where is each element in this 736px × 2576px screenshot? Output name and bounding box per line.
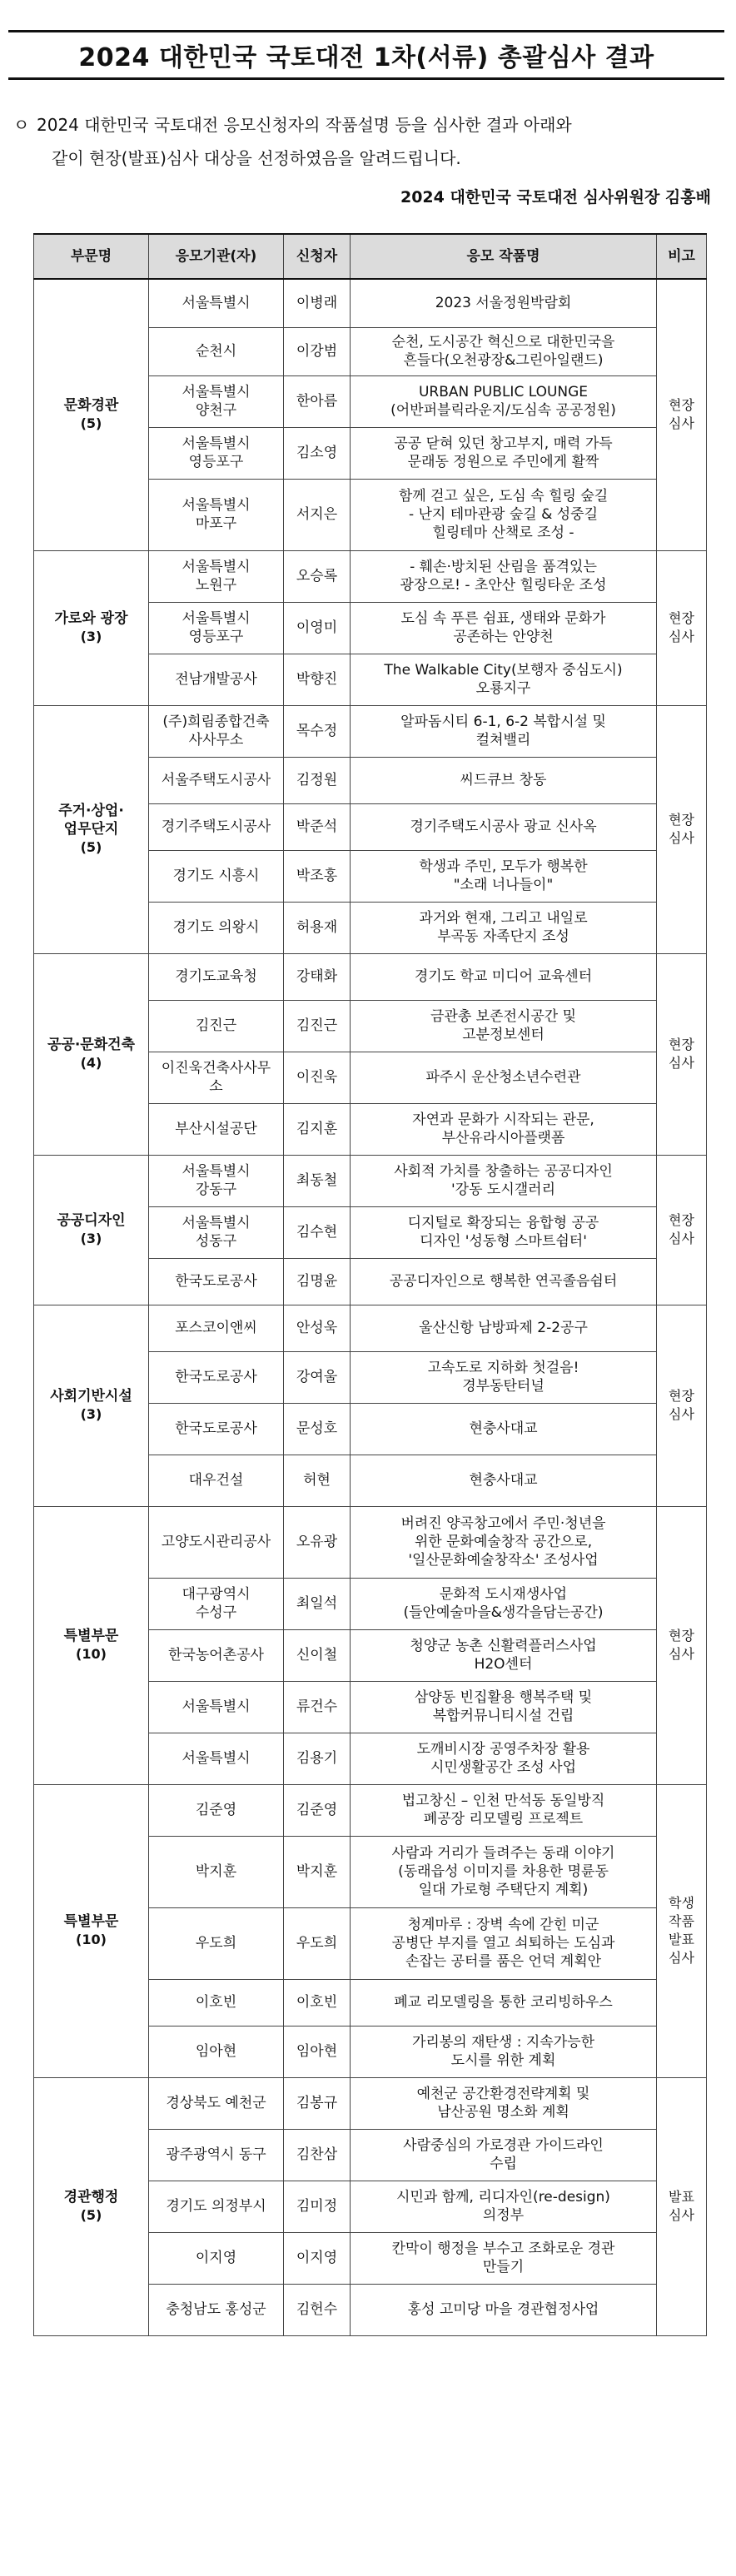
work-title-cell: 금관총 보존전시공간 및 고분정보센터 [351, 1000, 657, 1052]
review-type-note: 현장 심사 [657, 279, 707, 550]
header-category: 부문명 [34, 234, 149, 279]
work-title-cell: 울산신항 남방파제 2-2공구 [351, 1305, 657, 1351]
applicant-cell: 김헌수 [284, 2284, 351, 2335]
work-title-cell: URBAN PUBLIC LOUNGE (어반퍼블릭라운지/도심속 공공정원) [351, 375, 657, 427]
review-type-note: 현장 심사 [657, 705, 707, 953]
applicant-cell: 최일석 [284, 1578, 351, 1629]
organization-cell: 충청남도 홍성군 [149, 2284, 284, 2335]
organization-cell: 우도희 [149, 1907, 284, 1979]
organization-cell: 경기도 의정부시 [149, 2181, 284, 2232]
work-title-cell: 청계마루 : 장벽 속에 갇힌 미군 공병단 부지를 열고 쇠퇴하는 도심과 손잡는 공터를 품은 언덕 계획안 [351, 1907, 657, 1979]
applicant-cell: 이영미 [284, 602, 351, 654]
category-name: 특별부문 [63, 1913, 119, 1930]
category-count: (3) [80, 629, 102, 644]
notice-line-2: 같이 현장(발표)심사 대상을 선정하였음을 알려드립니다. [52, 148, 461, 168]
applicant-cell: 오유광 [284, 1506, 351, 1578]
work-title-cell: 홍성 고미당 마을 경관협정사업 [351, 2284, 657, 2335]
bullet-icon: ㅇ [13, 115, 30, 135]
organization-cell: 경기도 의왕시 [149, 902, 284, 953]
work-title-cell: 공공 닫혀 있던 창고부지, 매력 가득 문래동 정원으로 주민에게 활짝 [351, 427, 657, 479]
work-title-cell: 사람과 거리가 들려주는 동래 이야기 (동래읍성 이미지를 차용한 명륜동 일대 가로형 주택단지 계획) [351, 1836, 657, 1907]
work-title-cell: 버려진 양곡창고에서 주민·청년을 위한 문화예술창작 공간으로, '일산문화예술창작소' 조성사업 [351, 1506, 657, 1578]
category-cell [34, 1305, 149, 1506]
table-row [34, 1784, 707, 1836]
table-row [34, 705, 707, 757]
organization-cell: 김준영 [149, 1784, 284, 1836]
review-type-note: 현장 심사 [657, 1155, 707, 1305]
category-cell [34, 1784, 149, 2077]
header-organization: 응모기관(자) [149, 234, 284, 279]
organization-cell: 고양도시관리공사 [149, 1506, 284, 1578]
category-name: 경관행정 [63, 2189, 119, 2206]
organization-cell: 부산시설공단 [149, 1103, 284, 1155]
category-count: (4) [80, 1055, 102, 1071]
applicant-cell: 류건수 [284, 1681, 351, 1733]
work-title-cell: 고속도로 지하화 첫걸음! 경부동탄터널 [351, 1351, 657, 1403]
applicant-cell: 김미정 [284, 2181, 351, 2232]
organization-cell: 서울특별시 성동구 [149, 1206, 284, 1258]
organization-cell: 포스코이앤씨 [149, 1305, 284, 1351]
category-cell [34, 705, 149, 953]
organization-cell: 서울특별시 [149, 1681, 284, 1733]
organization-cell: 임아현 [149, 2026, 284, 2077]
category-count: (5) [80, 839, 102, 855]
review-type-note: 현장 심사 [657, 550, 707, 705]
work-title-cell: 청양군 농촌 신활력플러스사업 H2O센터 [351, 1629, 657, 1681]
work-title-cell: 파주시 운산청소년수련관 [351, 1052, 657, 1103]
organization-cell: 경기주택도시공사 [149, 803, 284, 850]
work-title-cell: 법고창신 – 인천 만석동 동일방직 폐공장 리모델링 프로젝트 [351, 1784, 657, 1836]
applicant-cell: 임아현 [284, 2026, 351, 2077]
applicant-cell: 한아름 [284, 375, 351, 427]
work-title-cell: 시민과 함께, 리디자인(re-design) 의정부 [351, 2181, 657, 2232]
applicant-cell: 김찬삼 [284, 2129, 351, 2181]
applicant-cell: 김명윤 [284, 1258, 351, 1305]
work-title-cell: 경기도 학교 미디어 교육센터 [351, 953, 657, 1000]
work-title-cell: 과거와 현재, 그리고 내일로 부곡동 자족단지 조성 [351, 902, 657, 953]
applicant-cell: 김수현 [284, 1206, 351, 1258]
category-name: 문화경관 [63, 397, 119, 415]
review-type-note: 현장 심사 [657, 1305, 707, 1506]
applicant-cell: 김준영 [284, 1784, 351, 1836]
work-title-cell: 문화적 도시재생사업 (들안예술마을&생각을담는공간) [351, 1578, 657, 1629]
applicant-cell: 문성호 [284, 1403, 351, 1455]
applicant-cell: 박향진 [284, 654, 351, 705]
category-count: (5) [80, 2207, 102, 2223]
applicant-cell: 김소영 [284, 427, 351, 479]
review-type-note: 발표 심사 [657, 2077, 707, 2335]
applicant-cell: 강태화 [284, 953, 351, 1000]
work-title-cell: 사회적 가치를 창출하는 공공디자인 '강동 도시갤러리 [351, 1155, 657, 1206]
work-title-cell: 도심 속 푸른 쉼표, 생태와 문화가 공존하는 안양천 [351, 602, 657, 654]
organization-cell: 한국도로공사 [149, 1351, 284, 1403]
work-title-cell: 폐교 리모델링을 통한 코리빙하우스 [351, 1979, 657, 2026]
review-type-note: 현장 심사 [657, 1506, 707, 1784]
organization-cell: 광주광역시 동구 [149, 2129, 284, 2181]
organization-cell: 이호빈 [149, 1979, 284, 2026]
work-title-cell: 자연과 문화가 시작되는 관문, 부산유라시아플랫폼 [351, 1103, 657, 1155]
table-row [34, 1305, 707, 1351]
organization-cell: 이지영 [149, 2232, 284, 2284]
organization-cell: 한국도로공사 [149, 1258, 284, 1305]
category-cell [34, 2077, 149, 2335]
work-title-cell: 함께 걷고 싶은, 도심 속 힐링 숲길 - 난지 테마관광 숲길 & 성중길 힐링테마 산책로 조성 - [351, 479, 657, 550]
header-applicant: 신청자 [284, 234, 351, 279]
organization-cell: (주)희림종합건축 사사무소 [149, 705, 284, 757]
table-row [34, 279, 707, 327]
category-cell [34, 1506, 149, 1784]
applicant-cell: 이강범 [284, 327, 351, 375]
work-title-cell: 2023 서울정원박람회 [351, 279, 657, 327]
applicant-cell: 허현 [284, 1455, 351, 1506]
page-title: 2024 대한민국 국토대전 1차(서류) 총괄심사 결과 [8, 30, 724, 80]
applicant-cell: 박지훈 [284, 1836, 351, 1907]
header-note: 비고 [657, 234, 707, 279]
applicant-cell: 김봉규 [284, 2077, 351, 2129]
organization-cell: 대구광역시 수성구 [149, 1578, 284, 1629]
organization-cell: 대우건설 [149, 1455, 284, 1506]
applicant-cell: 이병래 [284, 279, 351, 327]
category-count: (10) [76, 1646, 107, 1662]
work-title-cell: 사람중심의 가로경관 가이드라인 수립 [351, 2129, 657, 2181]
organization-cell: 순천시 [149, 327, 284, 375]
work-title-cell: 씨드큐브 창동 [351, 757, 657, 803]
table-row [34, 1155, 707, 1206]
work-title-cell: 현충사대교 [351, 1455, 657, 1506]
work-title-cell: 경기주택도시공사 광교 신사옥 [351, 803, 657, 850]
applicant-cell: 이지영 [284, 2232, 351, 2284]
applicant-cell: 김진근 [284, 1000, 351, 1052]
category-name: 사회기반시설 [50, 1388, 132, 1405]
organization-cell: 서울특별시 [149, 1733, 284, 1784]
organization-cell: 한국도로공사 [149, 1403, 284, 1455]
category-name: 공공디자인 [57, 1212, 126, 1229]
work-title-cell: 칸막이 행정을 부수고 조화로운 경관 만들기 [351, 2232, 657, 2284]
table-row [34, 1506, 707, 1578]
work-title-cell: 현충사대교 [351, 1403, 657, 1455]
review-type-note: 현장 심사 [657, 953, 707, 1155]
notice-line-1: ㅇ 2024 대한민국 국토대전 응모신청자의 작품설명 등을 심사한 결과 아래와 [13, 108, 721, 142]
applicant-cell: 신이철 [284, 1629, 351, 1681]
table-row [34, 550, 707, 602]
category-name: 특별부문 [63, 1628, 119, 1644]
applicant-cell: 서지은 [284, 479, 351, 550]
applicant-cell: 이호빈 [284, 1979, 351, 2026]
applicant-cell: 우도희 [284, 1907, 351, 1979]
organization-cell: 서울특별시 마포구 [149, 479, 284, 550]
organization-cell: 서울특별시 양천구 [149, 375, 284, 427]
applicant-cell: 안성욱 [284, 1305, 351, 1351]
applicant-cell: 이진욱 [284, 1052, 351, 1103]
applicant-cell: 허용재 [284, 902, 351, 953]
category-name: 공공·문화건축 [47, 1037, 135, 1053]
organization-cell: 서울특별시 영등포구 [149, 427, 284, 479]
organization-cell: 박지훈 [149, 1836, 284, 1907]
organization-cell: 김진근 [149, 1000, 284, 1052]
applicant-cell: 박조홍 [284, 850, 351, 902]
category-count: (3) [80, 1406, 102, 1422]
applicant-cell: 최동철 [284, 1155, 351, 1206]
organization-cell: 한국농어촌공사 [149, 1629, 284, 1681]
organization-cell: 서울특별시 영등포구 [149, 602, 284, 654]
table-header-row [34, 234, 707, 279]
review-type-note: 학생 작품 발표 심사 [657, 1784, 707, 2077]
results-table [33, 233, 707, 2336]
organization-cell: 경기도 시흥시 [149, 850, 284, 902]
work-title-cell: - 훼손·방치된 산림을 품격있는 광장으로! - 초안산 힐링타운 조성 [351, 550, 657, 602]
work-title-cell: The Walkable City(보행자 중심도시) 오룡지구 [351, 654, 657, 705]
category-name: 주거·상업· 업무단지 [58, 803, 124, 838]
applicant-cell: 김지훈 [284, 1103, 351, 1155]
notice-paragraph [13, 108, 721, 175]
work-title-cell: 도깨비시장 공영주차장 활용 시민생활공간 조성 사업 [351, 1733, 657, 1784]
organization-cell: 전남개발공사 [149, 654, 284, 705]
work-title-cell: 삼양동 빈집활용 행복주택 및 복합커뮤니티시설 건립 [351, 1681, 657, 1733]
header-work-title: 응모 작품명 [351, 234, 657, 279]
work-title-cell: 가리봉의 재탄생 : 지속가능한 도시를 위한 계획 [351, 2026, 657, 2077]
organization-cell: 서울특별시 [149, 279, 284, 327]
organization-cell: 서울특별시 노원구 [149, 550, 284, 602]
work-title-cell: 공공디자인으로 행복한 연곡졸음쉼터 [351, 1258, 657, 1305]
category-name: 가로와 광장 [54, 610, 128, 627]
work-title-cell: 순천, 도시공간 혁신으로 대한민국을 흔들다(오천광장&그린아일랜드) [351, 327, 657, 375]
organization-cell: 경상북도 예천군 [149, 2077, 284, 2129]
committee-chair-signature: 2024 대한민국 국토대전 심사위원장 김홍배 [400, 188, 711, 206]
applicant-cell: 목수정 [284, 705, 351, 757]
table-body [34, 279, 707, 2335]
category-cell [34, 1155, 149, 1305]
category-count: (10) [76, 1932, 107, 1947]
organization-cell: 이진욱건축사사무 소 [149, 1052, 284, 1103]
category-cell [34, 279, 149, 550]
applicant-cell: 오승록 [284, 550, 351, 602]
category-cell [34, 550, 149, 705]
category-cell [34, 953, 149, 1155]
organization-cell: 경기도교육청 [149, 953, 284, 1000]
applicant-cell: 김정원 [284, 757, 351, 803]
work-title-cell: 학생과 주민, 모두가 행복한 "소래 너나들이" [351, 850, 657, 902]
category-count: (3) [80, 1231, 102, 1246]
organization-cell: 서울특별시 강동구 [149, 1155, 284, 1206]
applicant-cell: 강여울 [284, 1351, 351, 1403]
table-row [34, 953, 707, 1000]
organization-cell: 서울주택도시공사 [149, 757, 284, 803]
applicant-cell: 김용기 [284, 1733, 351, 1784]
category-count: (5) [80, 415, 102, 432]
work-title-cell: 알파돔시티 6-1, 6-2 복합시설 및 컬쳐밸리 [351, 705, 657, 757]
work-title-cell: 예천군 공간환경전략계획 및 남산공원 명소화 계획 [351, 2077, 657, 2129]
work-title-cell: 디지털로 확장되는 융합형 공공 디자인 '성동형 스마트쉼터' [351, 1206, 657, 1258]
table-row [34, 2077, 707, 2129]
applicant-cell: 박준석 [284, 803, 351, 850]
